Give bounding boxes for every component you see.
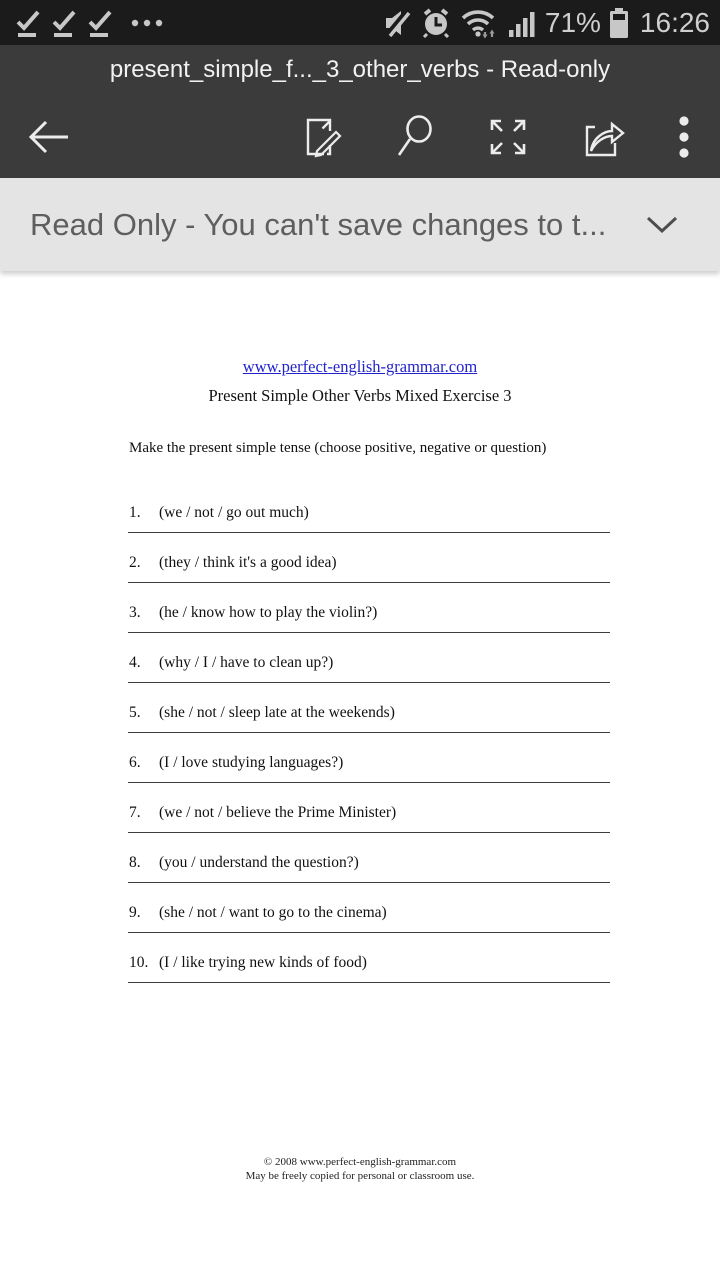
question-item	[129, 553, 611, 583]
question-number: 2.	[129, 554, 141, 571]
overflow-menu-icon	[678, 116, 690, 158]
document-page	[0, 271, 720, 1280]
edit-button[interactable]	[300, 115, 342, 159]
signal-icon	[508, 8, 538, 38]
back-arrow-icon	[26, 119, 72, 155]
question-prompt: (she / not / sleep late at the weekends)	[159, 704, 395, 721]
download-complete-icon	[50, 8, 78, 38]
notification-icons	[14, 8, 164, 38]
answer-line	[128, 882, 610, 883]
fullscreen-button[interactable]	[488, 117, 528, 157]
read-only-banner[interactable]	[0, 178, 720, 271]
question-prompt: (she / not / want to go to the cinema)	[159, 904, 387, 921]
chevron-down-icon[interactable]	[646, 216, 678, 234]
document-title: present_simple_f..._3_other_verbs - Read-only	[109, 56, 611, 83]
edit-icon	[300, 115, 342, 159]
question-prompt: (you / understand the question?)	[159, 854, 359, 871]
question-item	[129, 503, 611, 533]
answer-line	[128, 982, 610, 983]
share-icon	[581, 115, 625, 159]
back-button[interactable]	[26, 119, 72, 155]
question-item	[129, 703, 611, 733]
search-button[interactable]	[395, 115, 435, 159]
question-prompt: (they / think it's a good idea)	[159, 554, 337, 571]
question-prompt: (he / know how to play the violin?)	[159, 604, 378, 621]
question-prompt: (we / not / believe the Prime Minister)	[159, 804, 397, 821]
question-number: 7.	[129, 804, 141, 821]
toolbar	[0, 95, 720, 178]
question-item	[129, 853, 611, 883]
document-link-row	[0, 271, 720, 377]
question-number: 5.	[129, 704, 141, 721]
answer-line	[128, 732, 610, 733]
question-number: 9.	[129, 904, 141, 921]
alarm-icon	[420, 8, 452, 38]
question-number: 1.	[129, 504, 141, 521]
answer-line	[128, 832, 610, 833]
overflow-menu-button[interactable]	[678, 116, 690, 158]
question-number: 8.	[129, 854, 141, 871]
footer-license: May be freely copied for personal or classroom use.	[245, 1170, 475, 1182]
answer-line	[128, 682, 610, 683]
answer-line	[128, 932, 610, 933]
worksheet-title: Present Simple Other Verbs Mixed Exercise 3	[208, 386, 512, 405]
download-complete-icon	[14, 8, 42, 38]
question-prompt: (I / like trying new kinds of food)	[159, 954, 367, 971]
more-notifications-icon	[130, 18, 164, 28]
mute-icon	[381, 8, 413, 38]
battery-percent: 71%	[544, 6, 601, 38]
answer-line	[128, 632, 610, 633]
document-footer	[0, 1155, 720, 1183]
read-only-banner-text: Read Only - You can't save changes to t...	[30, 206, 607, 242]
fullscreen-icon	[488, 117, 528, 157]
question-prompt: (I / love studying languages?)	[159, 754, 344, 771]
question-item	[129, 753, 611, 783]
question-number: 6.	[129, 754, 141, 771]
question-prompt: (why / I / have to clean up?)	[159, 654, 334, 671]
question-item	[129, 903, 611, 933]
website-link[interactable]: www.perfect-english-grammar.com	[242, 357, 478, 376]
answer-line	[128, 532, 610, 533]
status-bar	[0, 0, 720, 45]
question-item	[129, 653, 611, 683]
question-list	[129, 503, 611, 983]
question-item	[129, 803, 611, 833]
question-number: 10.	[129, 954, 149, 971]
clock: 16:26	[639, 6, 710, 38]
question-item	[129, 953, 611, 983]
answer-line	[128, 582, 610, 583]
download-complete-icon	[86, 8, 114, 38]
question-prompt: (we / not / go out much)	[159, 504, 309, 521]
app-title-bar	[0, 45, 720, 95]
battery-icon	[608, 7, 630, 39]
question-number: 3.	[129, 604, 141, 621]
question-number: 4.	[129, 654, 141, 671]
worksheet-instruction: Make the present simple tense (choose positive, negative or question)	[129, 440, 547, 456]
answer-line	[128, 782, 610, 783]
share-button[interactable]	[581, 115, 625, 159]
search-icon	[395, 115, 435, 159]
footer-copyright: © 2008 www.perfect-english-grammar.com	[263, 1156, 457, 1168]
question-item	[129, 603, 611, 633]
wifi-icon	[459, 7, 501, 39]
